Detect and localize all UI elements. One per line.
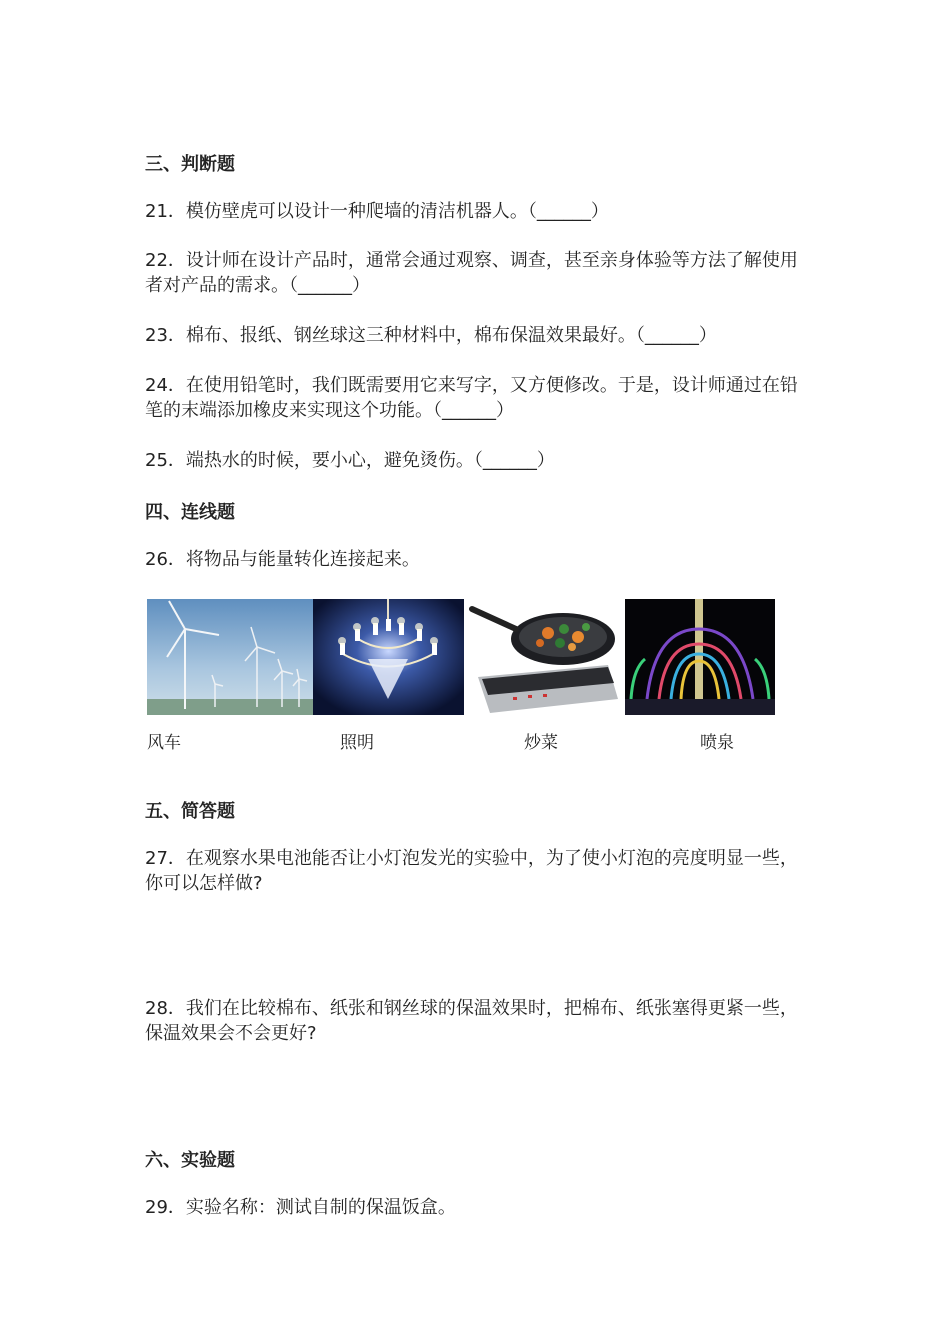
question-22: 22．设计师在设计产品时，通常会通过观察、调查，甚至亲身体验等方法了解使用者对产品的需求。（______） (145, 250, 798, 296)
question-29: 29．实验名称：测试自制的保温饭盒。 (145, 1197, 456, 1218)
question-24: 24．在使用铅笔时，我们既需要用它来写字，又方便修改。于是，设计师通过在铅笔的末端添加橡皮来实现这个功能。（______） (145, 375, 798, 421)
chandelier-photo (313, 599, 464, 715)
question-27: 27．在观察水果电池能否让小灯泡发光的实验中，为了使小灯泡的亮度明显一些，你可以怎样做? (145, 848, 798, 894)
section-heading-matching: 四、连线题 (145, 502, 235, 523)
question-21: 21．模仿壁虎可以设计一种爬墙的清洁机器人。（______） (145, 201, 609, 222)
question-23: 23．棉布、报纸、钢丝球这三种材料中，棉布保温效果最好。（______） (145, 325, 717, 346)
section-heading-short-answer: 五、简答题 (145, 801, 235, 822)
question-25: 25．端热水的时候，要小心，避免烫伤。（______） (145, 450, 555, 471)
caption-fountain: 喷泉 (700, 733, 734, 753)
question-26: 26．将物品与能量转化连接起来。 (145, 549, 420, 570)
section-heading-experiment: 六、实验题 (145, 1150, 235, 1171)
lit-fountain-photo (625, 599, 775, 715)
wind-turbine-photo (147, 599, 313, 715)
caption-stir-fry: 炒菜 (524, 733, 558, 753)
wok-on-induction-cooker-photo (468, 599, 624, 715)
caption-windmill: 风车 (147, 733, 181, 753)
question-28: 28．我们在比较棉布、纸张和钢丝球的保温效果时，把棉布、纸张塞得更紧一些，保温效果会不会更好? (145, 998, 798, 1044)
caption-lighting: 照明 (340, 733, 374, 753)
section-heading-judgement: 三、判断题 (145, 154, 235, 175)
